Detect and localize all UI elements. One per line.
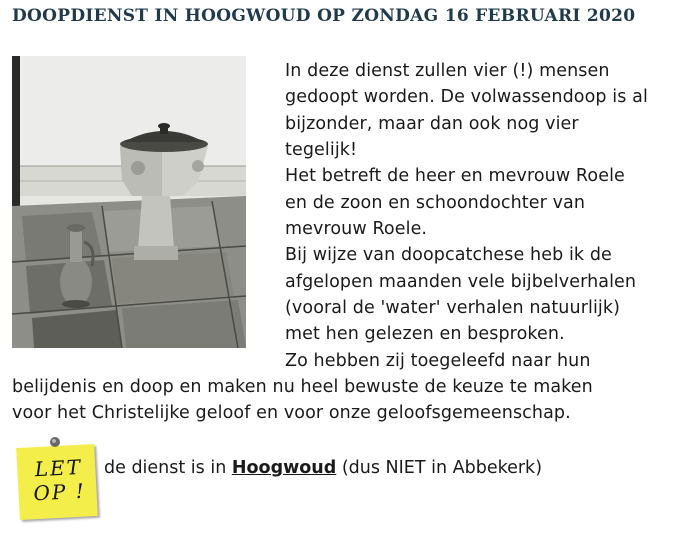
body-line: en de zoon en schoondochter van bbox=[285, 193, 586, 213]
location-hoogwoud: Hoogwoud bbox=[231, 458, 337, 478]
page-title: DOOPDIENST IN HOOGWOUD OP ZONDAG 16 FEBRUARI 2020 bbox=[12, 6, 636, 26]
body-line: belijdenis en doop en maken nu heel bewuste de keuze te maken bbox=[12, 377, 593, 397]
sticky-note-text bbox=[27, 454, 91, 505]
body-line: Het betreft de heer en mevrouw Roele bbox=[285, 166, 625, 186]
body-line: Bij wijze van doopcatchese heb ik de bbox=[285, 245, 612, 265]
let-op-sticky-note bbox=[14, 436, 96, 520]
sticky-note-line1: LET bbox=[34, 454, 83, 482]
body-line: In deze dienst zullen vier (!) mensen bbox=[285, 61, 610, 81]
pushpin-icon bbox=[48, 436, 62, 450]
body-line: met hen gelezen en besproken. bbox=[285, 324, 565, 344]
body-line: bijzonder, maar dan ook nog vier bbox=[285, 114, 579, 134]
sticky-note-line2: OP ! bbox=[32, 478, 87, 506]
service-location-notice bbox=[104, 458, 542, 478]
notice-suffix: (dus NIET in Abbekerk) bbox=[336, 458, 543, 478]
body-line: mevrouw Roele. bbox=[285, 219, 428, 239]
body-line: voor het Christelijke geloof en voor onze geloofsgemeenschap. bbox=[12, 403, 571, 423]
body-line: tegelijk! bbox=[285, 140, 358, 160]
body-line: Zo hebben zij toegeleefd naar hun bbox=[285, 351, 591, 371]
body-line: afgelopen maanden vele bijbelverhalen bbox=[285, 272, 637, 292]
baptismal-font-photo bbox=[12, 56, 246, 348]
notice-prefix: de dienst is in bbox=[104, 458, 232, 478]
body-line: (vooral de 'water' verhalen natuurlijk) bbox=[285, 298, 621, 318]
body-line: gedoopt worden. De volwassendoop is al bbox=[285, 87, 648, 107]
